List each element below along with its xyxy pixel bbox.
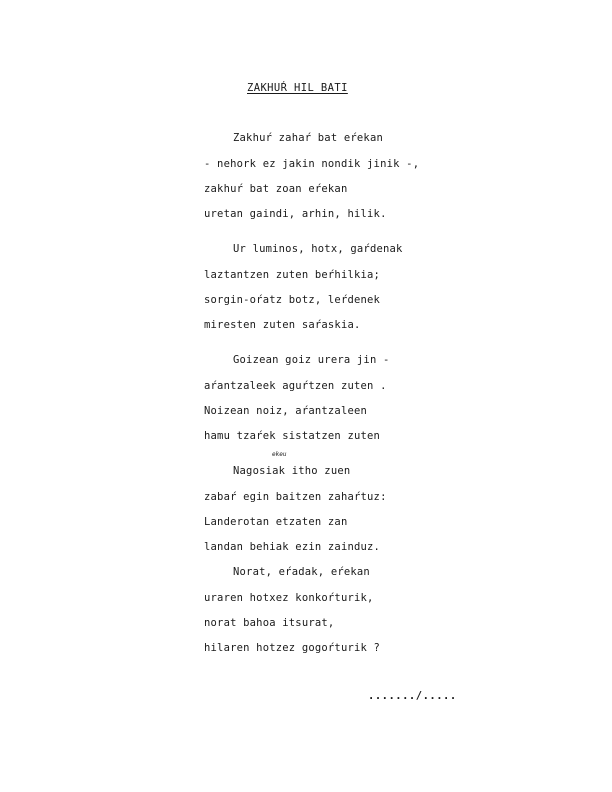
stanza-4-line-3: Landerotan etzaten zan — [204, 516, 348, 528]
stanza-3-line-4: hamu tzaŕek sistatzen zuten — [204, 430, 381, 442]
poem-title: ZAKHUŔ HIL BATI — [247, 82, 348, 94]
stanza-2-line-4: miresten zuten saŕaskia. — [204, 319, 361, 331]
stanza-1-line-2: - nehork ez jakin nondik jinik -, — [204, 158, 420, 170]
stanza-5-line-4: hilaren hotzez gogoŕturik ? — [204, 642, 381, 654]
stanza-2-line-3: sorgin-oŕatz botz, leŕdenek — [204, 294, 381, 306]
stanza-5-line-1: Norat, eŕadak, eŕekan — [233, 566, 370, 578]
handwritten-correction: ekeu — [272, 451, 287, 458]
stanza-1-line-4: uretan gaindi, arhin, hilik. — [204, 208, 387, 220]
stanza-4-line-4: landan behiak ezin zainduz. — [204, 541, 381, 553]
stanza-2-line-2: laztantzen zuten beŕhilkia; — [204, 269, 381, 281]
stanza-3-line-3: Noizean noiz, aŕantzaleen — [204, 405, 368, 417]
stanza-1-line-3: zakhuŕ bat zoan eŕekan — [204, 183, 348, 195]
page-continuation-mark: ......./..... — [368, 690, 457, 702]
stanza-5-line-2: uraren hotxez konkoŕturik, — [204, 592, 374, 604]
stanza-2-line-1: Ur luminos, hotx, gaŕdenak — [233, 243, 403, 255]
stanza-1-line-1: Zakhuŕ zahaŕ bat eŕekan — [233, 132, 383, 144]
stanza-4-line-2: zabaŕ egin baitzen zahaŕtuz: — [204, 491, 387, 503]
stanza-3-line-1: Goizean goiz urera jin - — [233, 354, 390, 366]
stanza-5-line-3: norat bahoa itsurat, — [204, 617, 335, 629]
stanza-4-line-1: Nagosiak itho zuen — [233, 465, 351, 477]
stanza-3-line-2: aŕantzaleek aguŕtzen zuten . — [204, 380, 387, 392]
